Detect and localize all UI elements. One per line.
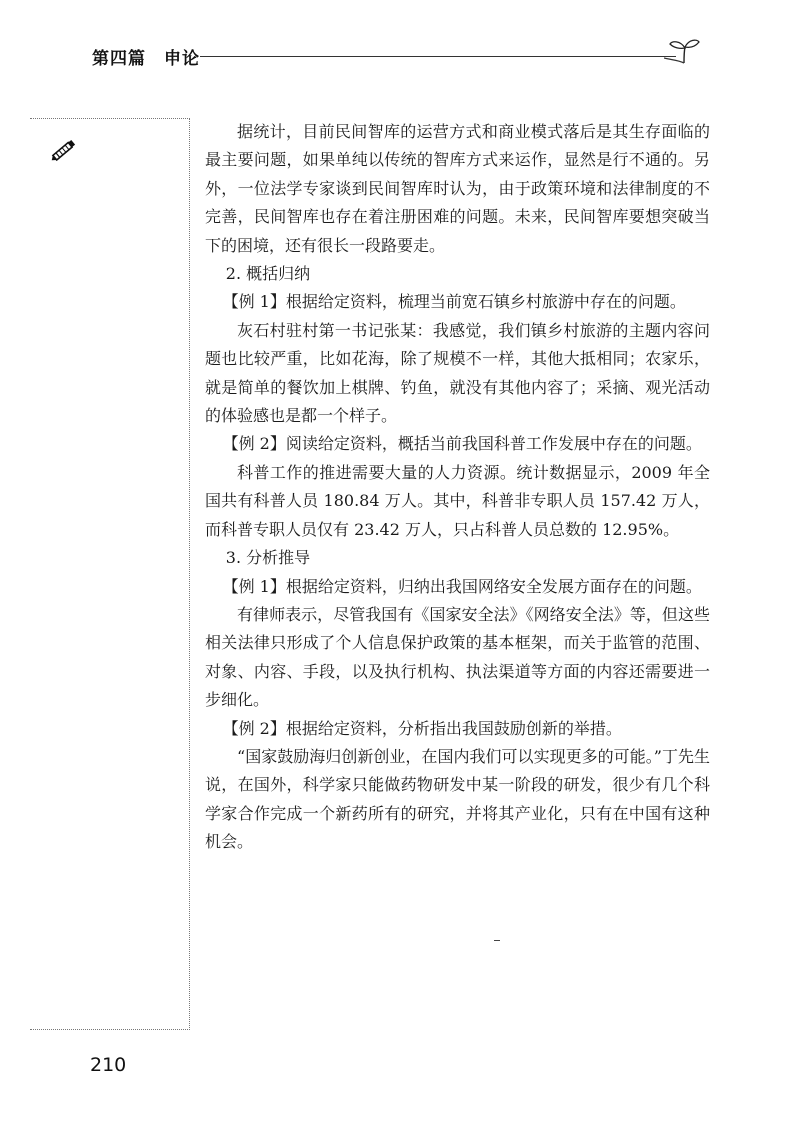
section-heading-analysis: 3. 分析推导: [225, 548, 311, 568]
example-prompt: 【例 2】根据给定资料，分析指出我国鼓励创新的举措。: [222, 718, 622, 738]
example-material: “国家鼓励海归创新创业，在国内我们可以实现更多的可能。”丁先生说，在国外，科学家只能做药物研发中某一阶段的研发，很少有几个科学家合作完成一个新药所有的研究，并将其产业化，只有在中国有这种机会。: [205, 746, 710, 852]
section-title: 第四篇 申论: [92, 49, 200, 69]
example-prompt: 【例 1】根据给定资料，梳理当前宽石镇乡村旅游中存在的问题。: [222, 292, 686, 312]
example-material: 有律师表示，尽管我国有《国家安全法》《网络安全法》等，但这些相关法律只形成了个人信息保护政策的基本框架，而关于监管的范围、对象、内容、手段，以及执行机构、执法渠道等方面的内容还需要进一步细化。: [205, 604, 710, 710]
stray-mark: [494, 940, 500, 941]
paragraph-intro: 据统计，目前民间智库的运营方式和商业模式落后是其生存面临的最主要问题，如果单纯以传统的智库方式来运作，显然是行不通的。另外，一位法学专家谈到民间智库时认为，由于政策环境和法律制度的不完善，民间智库也存在着注册困难的问题。未来，民间智库要想突破当下的困境，还有很长一段路要走。: [205, 122, 710, 255]
header-rule: [200, 56, 676, 57]
example-material: 科普工作的推进需要大量的人力资源。统计数据显示，2009 年全国共有科普人员 180.84 万人。其中，科普非专职人员 157.42 万人，而科普专职人员仅有 23.42 万人，只占科普人员总数的 12.95%。: [205, 462, 710, 539]
pencil-icon: [48, 134, 80, 166]
example-prompt: 【例 1】根据给定资料，归纳出我国网络安全发展方面存在的问题。: [222, 576, 702, 596]
sprout-icon: [664, 38, 704, 64]
page-header: [0, 38, 800, 68]
body-text: [205, 118, 710, 857]
section-heading-summary: 2. 概括归纳: [225, 264, 311, 284]
margin-notes-box: [30, 118, 190, 1030]
page-number: 210: [90, 1054, 127, 1076]
example-prompt: 【例 2】阅读给定资料，概括当前我国科普工作发展中存在的问题。: [222, 434, 702, 454]
example-material: 灰石村驻村第一书记张某：我感觉，我们镇乡村旅游的主题内容问题也比较严重，比如花海，除了规模不一样，其他大抵相同；农家乐，就是简单的餐饮加上棋牌、钓鱼，就没有其他内容了；采摘、观光活动的体验感也是都一个样子。: [205, 320, 710, 426]
